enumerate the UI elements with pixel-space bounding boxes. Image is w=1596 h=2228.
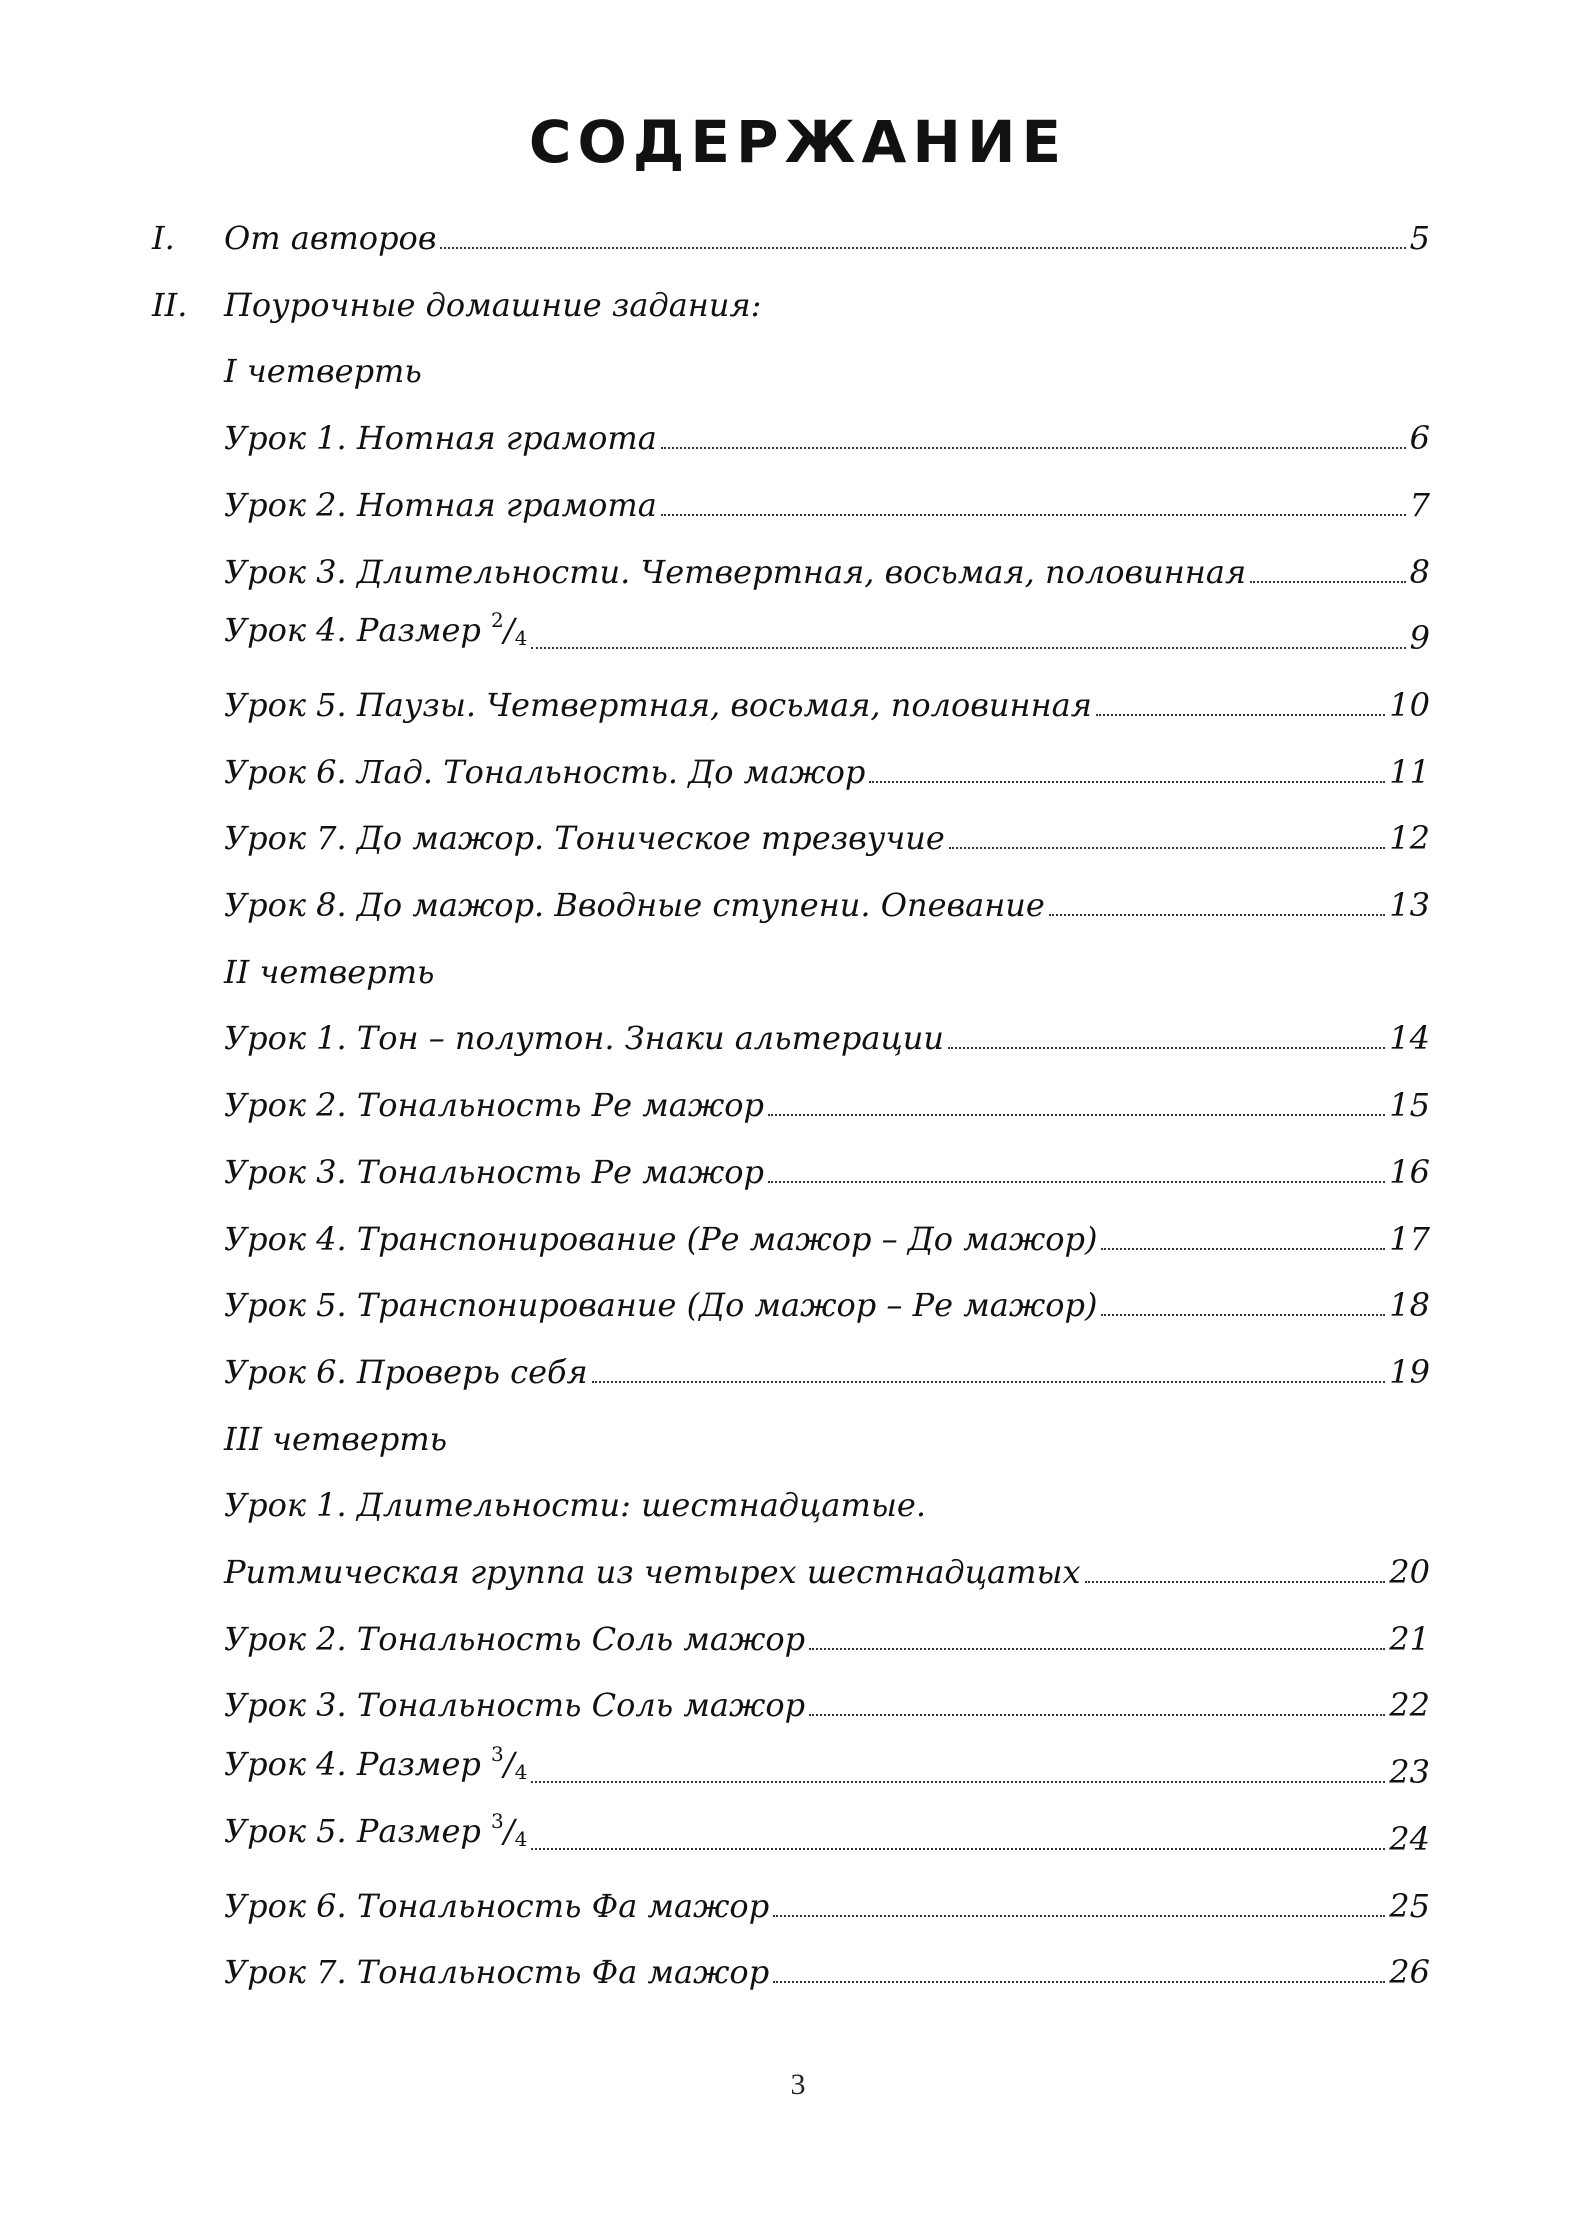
toc-entry-label: Урок 2. Тональность Соль мажор [224,1619,806,1658]
toc-row [0,610,1596,658]
toc-page-number: 17 [1389,1219,1430,1258]
meter-slash: / [503,611,515,650]
toc-entry-label: Урок 8. До мажор. Вводные ступени. Опевание [224,886,1045,924]
toc-entry-label: Ритмическая группа из четырех шестнадцатых [224,1553,1081,1591]
toc-entry-label: Урок 5. Паузы. Четвертная, восьмая, половинная [224,685,1092,724]
toc-row [0,677,1596,725]
toc-row [0,1277,1596,1325]
toc-entry [224,1801,1430,1859]
toc-page-number: 8 [1409,552,1430,591]
meter-numerator: 3 [491,1742,504,1767]
toc-entry [224,1285,1430,1325]
toc-row [0,210,1596,258]
toc-section-number: II. [152,285,188,324]
toc-page-number: 7 [1409,485,1430,524]
toc-entry-label: Урок 7. До мажор. Тоническое трезвучие [224,819,945,858]
toc-entry [224,885,1430,925]
toc-row [0,1677,1596,1725]
toc-page-number: 13 [1389,886,1430,924]
dot-leader [809,1714,1385,1716]
meter-denominator: 4 [514,1826,528,1851]
toc-entry [224,600,1430,658]
toc-page-number: 9 [1409,619,1430,658]
toc-entry [224,1219,1430,1259]
toc-page-number: 16 [1389,1152,1430,1191]
dot-leader [1250,581,1406,583]
dot-leader [809,1648,1385,1650]
dot-leader [1096,714,1385,716]
toc-entry [224,1619,1430,1659]
toc-entry-label: Урок 3. Тональность Ре мажор [224,1152,764,1191]
toc-entry-label: Урок 3. Тональность Соль мажор [224,1686,806,1725]
toc-entry [224,685,1430,725]
meter-slash: / [503,1811,515,1850]
toc-row [0,1477,1596,1525]
toc-entry [224,218,1430,258]
toc-entry [224,485,1430,525]
dot-leader [949,847,1385,849]
dot-leader [592,1381,1386,1383]
toc-page-number: 20 [1389,1553,1430,1591]
toc-entry [224,285,761,325]
toc-entry-label: Урок 4. Размер $^3$/4 [224,1742,528,1785]
dot-leader [768,1114,1385,1116]
toc-entry-label: Урок 1. Тон – полутон. Знаки альтерации [224,1019,944,1058]
toc-row [0,1744,1596,1792]
toc-row [0,410,1596,458]
toc-entry [224,418,1430,458]
toc-page-number: 18 [1389,1286,1430,1325]
toc-entry-label: Урок 1. Длительности: шестнадцатые. [224,1486,926,1525]
toc-page-number: 15 [1389,1086,1430,1125]
toc-row [0,810,1596,858]
toc-page-number: 5 [1409,219,1430,257]
toc-page-number: 14 [1389,1019,1430,1058]
page-number: 3 [790,2068,806,2101]
page-title: СОДЕРЖАНИЕ [528,108,1068,176]
toc-entry-label: Урок 6. Проверь себя [224,1352,588,1391]
toc-page-number: 26 [1389,1953,1430,1992]
dot-leader [1085,1581,1386,1583]
toc-entry [224,1419,447,1459]
toc-entry [224,1685,1430,1725]
dot-leader [1101,1314,1385,1316]
dot-leader [661,514,1406,516]
toc-entry [224,1352,1430,1392]
toc-page-number: 11 [1389,752,1430,791]
toc-row [0,1010,1596,1058]
toc-page-number: 21 [1389,1619,1430,1658]
dot-leader [768,1181,1385,1183]
dot-leader [1101,1248,1385,1250]
toc-section-number: I. [152,219,175,257]
toc-row [0,1411,1596,1459]
toc-row [0,877,1596,925]
toc-row [0,277,1596,325]
toc-entry-label: Урок 6. Лад. Тональность. До мажор [224,752,866,791]
toc-page-number: 19 [1389,1352,1430,1391]
toc-entry [224,351,422,391]
toc-entry-label: От авторов [224,219,437,257]
toc-row [0,1544,1596,1592]
toc-entry [224,818,1430,858]
toc-entry [224,1085,1430,1125]
meter-numerator: 3 [491,1808,504,1833]
toc-row [0,1808,1596,1859]
toc-page-number: 10 [1389,685,1430,724]
toc-entry-label: Урок 5. Транспонирование (До мажор – Ре мажор) [224,1286,1098,1325]
meter-numerator: 2 [491,608,504,633]
toc-entry [224,1552,1430,1592]
toc-entry-label: Урок 1. Нотная грамота [224,419,657,458]
toc-entry-label: Урок 4. Размер $^2$/4 [224,608,528,651]
toc-entry-label: Урок 7. Тональность Фа мажор [224,1953,770,1992]
dot-leader [773,1915,1385,1917]
toc-entry-label: Урок 6. Тональность Фа мажор [224,1886,770,1925]
toc-page-number: 24 [1389,1819,1430,1858]
toc-entry [224,1152,1430,1192]
toc-entry [224,752,1430,792]
toc-entry-label: Урок 5. Размер $^3$/4 [224,1808,528,1851]
toc-entry-label: III четверть [224,1419,448,1458]
dot-leader [661,447,1406,449]
dot-leader [531,647,1405,649]
toc-page-number: 22 [1389,1686,1430,1725]
toc-entry-label: Урок 3. Длительности. Четвертная, восьмая, половинная [224,552,1247,591]
toc-page-number: 25 [1389,1886,1430,1925]
dot-leader [1049,914,1385,916]
toc-entry [224,952,434,992]
toc-entry-label: Урок 2. Нотная грамота [224,485,657,524]
dot-leader [531,1848,1385,1850]
dot-leader [531,1781,1385,1783]
toc-row [0,944,1596,992]
toc-entry-label: II четверть [224,952,435,991]
toc-entry-label: Поурочные домашние задания: [224,285,762,324]
toc-entry [224,552,1430,592]
meter-slash: / [503,1745,515,1784]
dot-leader [948,1047,1385,1049]
toc-row [0,1878,1596,1926]
dot-leader [773,1981,1385,1983]
toc-row [0,1144,1596,1192]
toc-page-number: 6 [1409,419,1430,458]
dot-leader [869,781,1385,783]
toc-entry [224,1018,1430,1058]
toc-entry [224,1886,1430,1926]
toc-entry [224,1734,1430,1792]
dot-leader [440,247,1405,249]
toc-row [0,1944,1596,1992]
toc-entry-label: Урок 2. Тональность Ре мажор [224,1086,764,1125]
toc-row [0,1344,1596,1392]
toc-row [0,343,1596,391]
toc-row [0,744,1596,792]
toc-row [0,1211,1596,1259]
toc-row [0,1077,1596,1125]
toc-row [0,1611,1596,1659]
toc-entry [224,1485,926,1525]
toc-row [0,544,1596,592]
toc-page-number: 12 [1389,819,1430,858]
toc-entry-label: Урок 4. Транспонирование (Ре мажор – До мажор) [224,1219,1098,1258]
toc-page-number: 23 [1389,1753,1430,1792]
meter-denominator: 4 [514,626,528,651]
toc-row [0,477,1596,525]
toc-entry-label: I четверть [224,352,422,391]
toc-entry [224,1952,1430,1992]
meter-denominator: 4 [514,1760,528,1785]
